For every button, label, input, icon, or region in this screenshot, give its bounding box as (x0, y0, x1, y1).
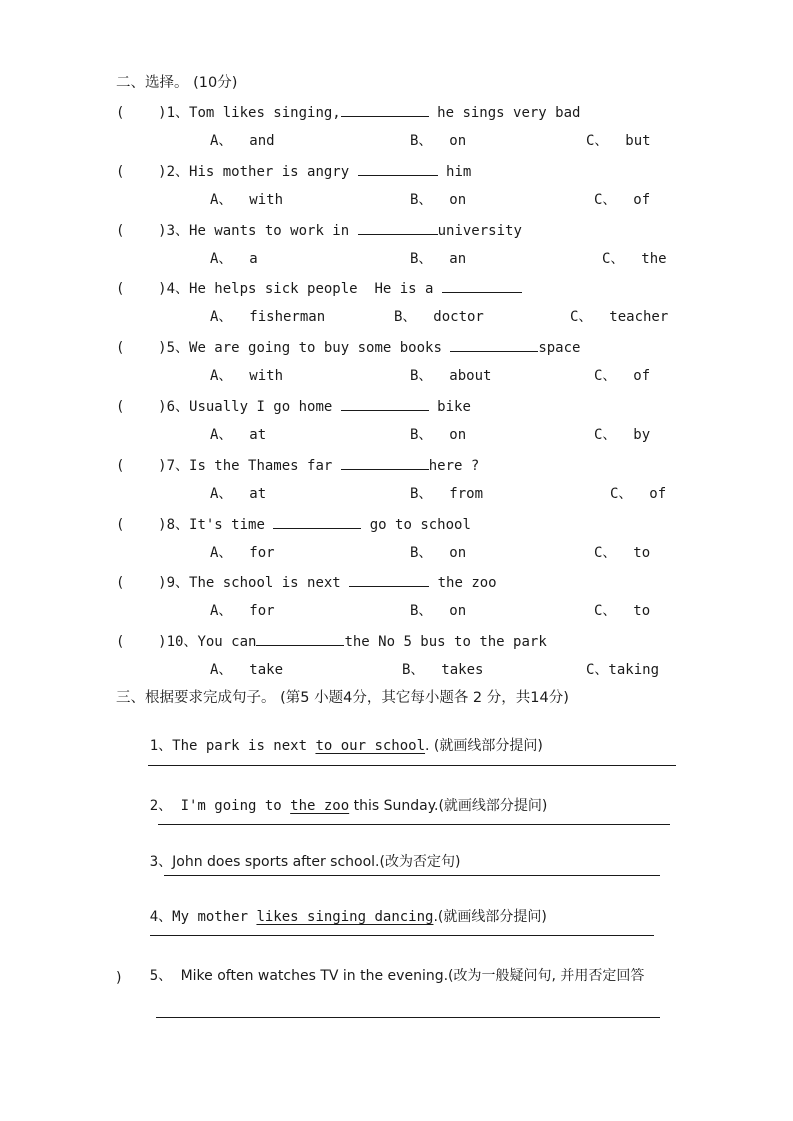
item-number: 3、 (149, 854, 173, 870)
underlined-phrase: to our school (315, 738, 426, 754)
question-text: We are going to buy some books (189, 340, 451, 356)
question-text: Tom likes singing, (189, 105, 341, 121)
question-text: He wants to work in (189, 223, 358, 239)
question-number: 1、 (166, 105, 190, 121)
option-a[interactable]: A、 for (210, 545, 275, 561)
fill-blank[interactable] (273, 515, 361, 529)
question-number: 8、 (166, 517, 190, 533)
option-b[interactable]: B、 from (410, 486, 484, 502)
item-text: My mother (172, 909, 257, 925)
question-text-after: he sings very bad (428, 105, 581, 121)
fill-blank[interactable] (341, 397, 429, 411)
option-c[interactable]: C、 to (594, 603, 651, 619)
answer-paren[interactable]: ( ) (116, 340, 167, 356)
answer-paren[interactable]: ( ) (116, 634, 167, 650)
question-text-after: the No 5 bus to the park (344, 634, 547, 650)
answer-paren[interactable]: ( ) (116, 458, 167, 474)
option-b[interactable]: B、 about (410, 368, 492, 384)
item-text: John does sports after school.(改为否定句) (172, 854, 461, 870)
option-c[interactable]: C、 of (594, 368, 651, 384)
rewrite-item-5 (116, 949, 644, 1003)
answer-paren[interactable]: ( ) (116, 105, 167, 121)
fill-blank[interactable] (358, 162, 438, 176)
section-2-title: 二、选择。 (10分) (116, 75, 238, 91)
answer-line-4[interactable] (150, 935, 654, 936)
option-a[interactable]: A、 fisherman (210, 309, 326, 325)
option-a[interactable]: A、 and (210, 133, 275, 149)
option-a[interactable]: A、 for (210, 603, 275, 619)
question-text-after: here ? (428, 458, 480, 474)
question-number: 6、 (166, 399, 190, 415)
fill-blank[interactable] (341, 103, 429, 117)
option-c[interactable]: C、 of (594, 192, 651, 208)
answer-line-1[interactable] (148, 765, 676, 766)
answer-line-3[interactable] (164, 875, 660, 876)
fill-blank[interactable] (256, 632, 344, 646)
fill-blank[interactable] (341, 456, 429, 470)
answer-paren[interactable]: ( ) (116, 164, 167, 180)
question-number: 9、 (166, 575, 190, 591)
answer-line-5[interactable] (156, 1017, 660, 1018)
question-5 (116, 338, 580, 357)
question-9 (116, 573, 497, 592)
question-text: You can (197, 634, 257, 650)
answer-line-2[interactable] (158, 824, 670, 825)
question-text-after: bike (428, 399, 471, 415)
question-text-after: him (437, 164, 472, 180)
question-8 (116, 515, 471, 534)
option-c[interactable]: C、 to (594, 545, 651, 561)
item-number: 1、 (149, 738, 173, 754)
option-b[interactable]: B、 on (410, 603, 467, 619)
question-10 (116, 632, 547, 651)
option-b[interactable]: B、 doctor (394, 309, 484, 325)
option-b[interactable]: B、 on (410, 192, 467, 208)
answer-paren[interactable]: ( ) (116, 517, 167, 533)
option-c[interactable]: C、taking (586, 662, 660, 678)
option-c[interactable]: C、 of (610, 486, 667, 502)
option-b[interactable]: B、 an (410, 251, 467, 267)
option-c[interactable]: C、 by (594, 427, 651, 443)
option-a[interactable]: A、 with (210, 192, 284, 208)
option-b[interactable]: B、 takes (402, 662, 484, 678)
fill-blank[interactable] (442, 279, 522, 293)
option-c[interactable]: C、 but (586, 133, 651, 149)
fill-blank[interactable] (450, 338, 538, 352)
option-c[interactable]: C、 teacher (570, 309, 669, 325)
question-text-after: go to school (361, 517, 471, 533)
item-text: I'm going to (180, 798, 291, 814)
question-number: 10、 (166, 634, 198, 650)
question-2 (116, 162, 471, 181)
item-number: 4、 (149, 909, 173, 925)
question-text-after: space (538, 340, 581, 356)
question-4 (116, 279, 522, 298)
option-c[interactable]: C、 the (602, 251, 667, 267)
question-text: It's time (189, 517, 274, 533)
question-number: 3、 (166, 223, 190, 239)
item-number: 5、 (149, 968, 181, 984)
option-a[interactable]: A、 with (210, 368, 284, 384)
question-7 (116, 456, 479, 475)
rewrite-item-5-wrap: ) (116, 970, 122, 986)
fill-blank[interactable] (349, 573, 429, 587)
rewrite-item-3 (116, 835, 460, 889)
question-number: 7、 (166, 458, 190, 474)
item-instruction: this Sunday.(就画线部分提问) (349, 798, 548, 814)
option-b[interactable]: B、 on (410, 133, 467, 149)
question-text: His mother is angry (189, 164, 358, 180)
underlined-phrase: likes singing dancing (256, 909, 434, 925)
underlined-phrase: the zoo (290, 798, 350, 814)
answer-paren[interactable]: ( ) (116, 223, 167, 239)
option-a[interactable]: A、 take (210, 662, 284, 678)
option-a[interactable]: A、 at (210, 486, 267, 502)
question-text: Is the Thames far (189, 458, 341, 474)
answer-paren[interactable]: ( ) (116, 399, 167, 415)
option-b[interactable]: B、 on (410, 545, 467, 561)
fill-blank[interactable] (358, 221, 438, 235)
question-text-after: the zoo (429, 575, 497, 591)
item-text: Mike often watches TV in the evening.(改为一般疑问句, 并用否定回答 (180, 968, 645, 984)
section-3-title: 三、根据要求完成句子。 (第5 小题4分，其它每小题各 2 分，共14分) (116, 690, 569, 706)
question-1 (116, 103, 580, 122)
question-number: 5、 (166, 340, 190, 356)
question-number: 2、 (166, 164, 190, 180)
item-text: The park is next (172, 738, 316, 754)
question-text: Usually I go home (189, 399, 341, 415)
question-6 (116, 397, 471, 416)
question-text-after: university (437, 223, 522, 239)
question-number: 4、 (166, 281, 190, 297)
question-text: The school is next (189, 575, 350, 591)
item-number: 2、 (149, 798, 181, 814)
answer-paren[interactable]: ( ) (116, 281, 167, 297)
question-text: He helps sick people He is a (189, 281, 442, 297)
question-3 (116, 221, 522, 240)
option-a[interactable]: A、 a (210, 251, 258, 267)
option-b[interactable]: B、 on (410, 427, 467, 443)
item-instruction: .(就画线部分提问) (433, 909, 547, 925)
item-instruction: . (就画线部分提问) (425, 738, 543, 754)
answer-paren[interactable]: ( ) (116, 575, 167, 591)
option-a[interactable]: A、 at (210, 427, 267, 443)
